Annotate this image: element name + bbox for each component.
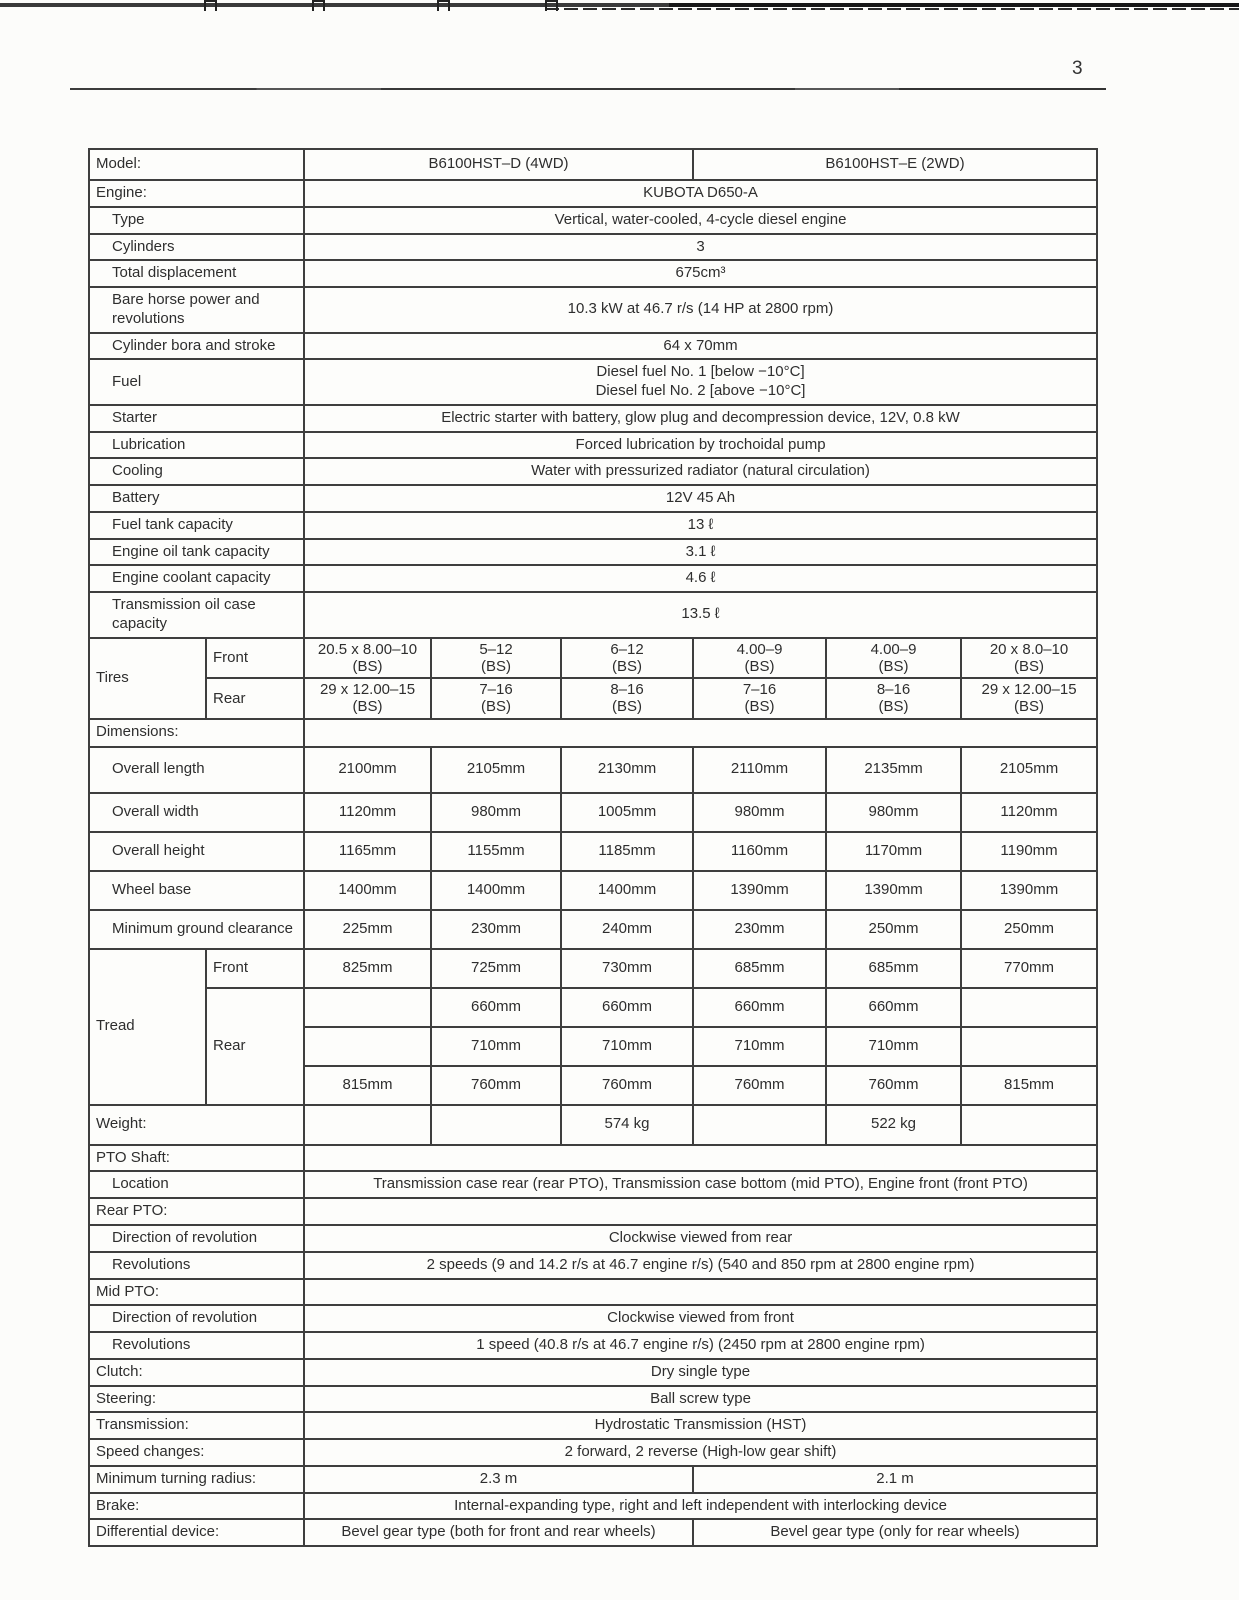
table-row: [89, 234, 1097, 261]
cell-value: 3.1 ℓ: [304, 539, 1097, 566]
row-label: Minimum ground clearance: [89, 910, 304, 949]
cell-value: 815mm: [961, 1066, 1097, 1105]
row-label: Rear PTO:: [89, 1198, 304, 1225]
table-row: [89, 260, 1097, 287]
cell-value: Bevel gear type (both for front and rear wheels): [304, 1519, 693, 1546]
row-label: Front: [206, 949, 304, 988]
scan-artifact-tick: [545, 0, 558, 11]
cell-value: 3: [304, 234, 1097, 261]
cell-value: 980mm: [431, 793, 561, 832]
cell-value: 1165mm: [304, 832, 431, 871]
table-row: [89, 1279, 1097, 1306]
row-label: Cooling: [89, 458, 304, 485]
cell-value: Electric starter with battery, glow plug and decompression device, 12V, 0.8 kW: [304, 405, 1097, 432]
table-row: [89, 458, 1097, 485]
cell-value: 660mm: [826, 988, 961, 1027]
table-row: [89, 678, 1097, 719]
cell-value: Transmission case rear (rear PTO), Transmission case bottom (mid PTO), Engine front (front PTO): [304, 1171, 1097, 1198]
table-row: [89, 1198, 1097, 1225]
cell-value: 1390mm: [826, 871, 961, 910]
cell-value: 1185mm: [561, 832, 693, 871]
row-label: Brake:: [89, 1493, 304, 1520]
row-label: Minimum turning radius:: [89, 1466, 304, 1493]
row-label: Engine oil tank capacity: [89, 539, 304, 566]
cell-value: 574 kg: [561, 1105, 693, 1145]
cell-value: 685mm: [826, 949, 961, 988]
row-label: Bare horse power and revolutions: [89, 287, 304, 333]
cell-value: Dry single type: [304, 1359, 1097, 1386]
row-label: Speed changes:: [89, 1439, 304, 1466]
row-label: Differential device:: [89, 1519, 304, 1546]
cell-value: [304, 719, 1097, 747]
cell-value: B6100HST–D (4WD): [304, 149, 693, 180]
row-label: Overall length: [89, 747, 304, 793]
spec-table: [88, 148, 1098, 1547]
cell-value: 20.5 x 8.00–10 (BS): [304, 638, 431, 679]
cell-value: B6100HST–E (2WD): [693, 149, 1097, 180]
table-row: [89, 1439, 1097, 1466]
cell-value: [304, 1105, 431, 1145]
cell-value: [961, 1105, 1097, 1145]
row-label: Starter: [89, 405, 304, 432]
table-row: [89, 719, 1097, 747]
row-label: Dimensions:: [89, 719, 304, 747]
cell-value: 2130mm: [561, 747, 693, 793]
table-row: [89, 592, 1097, 638]
row-label: Steering:: [89, 1386, 304, 1413]
row-label: Type: [89, 207, 304, 234]
row-label: Revolutions: [89, 1332, 304, 1359]
header-rule: [70, 88, 1106, 90]
cell-value: 725mm: [431, 949, 561, 988]
cell-value: Clockwise viewed from front: [304, 1305, 1097, 1332]
cell-value: 710mm: [561, 1027, 693, 1066]
row-label: Direction of revolution: [89, 1305, 304, 1332]
cell-value: 64 x 70mm: [304, 333, 1097, 360]
table-row: [89, 1145, 1097, 1172]
cell-value: KUBOTA D650-A: [304, 180, 1097, 207]
cell-value: 1005mm: [561, 793, 693, 832]
cell-value: 250mm: [826, 910, 961, 949]
cell-value: 29 x 12.00–15 (BS): [961, 678, 1097, 719]
cell-value: 225mm: [304, 910, 431, 949]
scan-artifact-fragment: [545, 8, 1239, 10]
table-row: [89, 1332, 1097, 1359]
cell-value: 2 speeds (9 and 14.2 r/s at 46.7 engine r/s) (540 and 850 rpm at 2800 engine rpm): [304, 1252, 1097, 1279]
table-row: [89, 988, 1097, 1027]
table-row: [89, 832, 1097, 871]
table-row: [89, 1412, 1097, 1439]
cell-value: 1155mm: [431, 832, 561, 871]
cell-value: 1400mm: [431, 871, 561, 910]
spec-table-body: [89, 149, 1097, 1546]
table-row: [89, 1386, 1097, 1413]
row-label: Front: [206, 638, 304, 679]
cell-value: 4.00–9 (BS): [693, 638, 826, 679]
table-row: [89, 747, 1097, 793]
row-label: Mid PTO:: [89, 1279, 304, 1306]
table-row: [89, 485, 1097, 512]
row-label: Total displacement: [89, 260, 304, 287]
row-label: Lubrication: [89, 432, 304, 459]
row-label: Fuel: [89, 359, 304, 405]
row-label: Tires: [89, 638, 206, 719]
cell-value: [304, 1279, 1097, 1306]
row-label: Overall width: [89, 793, 304, 832]
table-row: [89, 910, 1097, 949]
cell-value: 230mm: [431, 910, 561, 949]
cell-value: 240mm: [561, 910, 693, 949]
cell-value: Ball screw type: [304, 1386, 1097, 1413]
cell-value: 1390mm: [961, 871, 1097, 910]
row-label: Overall height: [89, 832, 304, 871]
cell-value: 2100mm: [304, 747, 431, 793]
table-row: [89, 1252, 1097, 1279]
cell-value: 2.1 m: [693, 1466, 1097, 1493]
cell-value: 10.3 kW at 46.7 r/s (14 HP at 2800 rpm): [304, 287, 1097, 333]
cell-value: Water with pressurized radiator (natural circulation): [304, 458, 1097, 485]
table-row: [89, 207, 1097, 234]
page-number: 3: [1072, 58, 1083, 79]
row-label: Direction of revolution: [89, 1225, 304, 1252]
row-label: Revolutions: [89, 1252, 304, 1279]
table-row: [89, 1305, 1097, 1332]
table-row: [89, 1493, 1097, 1520]
cell-value: 660mm: [693, 988, 826, 1027]
table-row: [89, 1519, 1097, 1546]
cell-value: 1 speed (40.8 r/s at 46.7 engine r/s) (2450 rpm at 2800 engine rpm): [304, 1332, 1097, 1359]
cell-value: Diesel fuel No. 1 [below −10°C] Diesel fuel No. 2 [above −10°C]: [304, 359, 1097, 405]
cell-value: Internal-expanding type, right and left independent with interlocking device: [304, 1493, 1097, 1520]
cell-value: 980mm: [826, 793, 961, 832]
cell-value: 815mm: [304, 1066, 431, 1105]
cell-value: 8–16 (BS): [826, 678, 961, 719]
table-row: [89, 565, 1097, 592]
cell-value: 1400mm: [304, 871, 431, 910]
cell-value: 5–12 (BS): [431, 638, 561, 679]
cell-value: 13.5 ℓ: [304, 592, 1097, 638]
scan-artifact-tick: [204, 0, 217, 11]
row-label: Engine coolant capacity: [89, 565, 304, 592]
cell-value: 660mm: [431, 988, 561, 1027]
table-row: [89, 1171, 1097, 1198]
table-row: [89, 1105, 1097, 1145]
cell-value: 760mm: [826, 1066, 961, 1105]
row-label: Weight:: [89, 1105, 304, 1145]
cell-value: [961, 1027, 1097, 1066]
table-row: [89, 180, 1097, 207]
cell-value: 760mm: [561, 1066, 693, 1105]
cell-value: Forced lubrication by trochoidal pump: [304, 432, 1097, 459]
cell-value: 12V 45 Ah: [304, 485, 1097, 512]
cell-value: 1170mm: [826, 832, 961, 871]
cell-value: 7–16 (BS): [693, 678, 826, 719]
row-label: Transmission:: [89, 1412, 304, 1439]
table-row: [89, 333, 1097, 360]
cell-value: 250mm: [961, 910, 1097, 949]
cell-value: 2135mm: [826, 747, 961, 793]
cell-value: 710mm: [431, 1027, 561, 1066]
table-row: [89, 638, 1097, 679]
cell-value: 1400mm: [561, 871, 693, 910]
scan-artifact-tick: [437, 0, 450, 11]
table-row: [89, 359, 1097, 405]
cell-value: Clockwise viewed from rear: [304, 1225, 1097, 1252]
cell-value: 13 ℓ: [304, 512, 1097, 539]
cell-value: 760mm: [693, 1066, 826, 1105]
cell-value: Bevel gear type (only for rear wheels): [693, 1519, 1097, 1546]
cell-value: Vertical, water-cooled, 4-cycle diesel engine: [304, 207, 1097, 234]
table-row: [89, 1225, 1097, 1252]
cell-value: [304, 988, 431, 1027]
row-label: Model:: [89, 149, 304, 180]
cell-value: 29 x 12.00–15 (BS): [304, 678, 431, 719]
cell-value: 230mm: [693, 910, 826, 949]
table-row: [89, 949, 1097, 988]
cell-value: 6–12 (BS): [561, 638, 693, 679]
cell-value: [304, 1145, 1097, 1172]
cell-value: 2.3 m: [304, 1466, 693, 1493]
row-label: Battery: [89, 485, 304, 512]
cell-value: 1190mm: [961, 832, 1097, 871]
row-label: Wheel base: [89, 871, 304, 910]
table-row: [89, 149, 1097, 180]
cell-value: Hydrostatic Transmission (HST): [304, 1412, 1097, 1439]
scan-artifact-tick: [312, 0, 325, 11]
cell-value: 980mm: [693, 793, 826, 832]
row-label: Engine:: [89, 180, 304, 207]
cell-value: 770mm: [961, 949, 1097, 988]
cell-value: [304, 1198, 1097, 1225]
cell-value: 730mm: [561, 949, 693, 988]
row-label: Rear: [206, 988, 304, 1105]
table-row: [89, 539, 1097, 566]
cell-value: [693, 1105, 826, 1145]
table-row: [89, 793, 1097, 832]
cell-value: 522 kg: [826, 1105, 961, 1145]
cell-value: 7–16 (BS): [431, 678, 561, 719]
cell-value: 4.6 ℓ: [304, 565, 1097, 592]
table-row: [89, 405, 1097, 432]
cell-value: 2 forward, 2 reverse (High-low gear shift): [304, 1439, 1097, 1466]
cell-value: [961, 988, 1097, 1027]
cell-value: 760mm: [431, 1066, 561, 1105]
cell-value: 710mm: [826, 1027, 961, 1066]
table-row: [89, 1466, 1097, 1493]
table-row: [89, 512, 1097, 539]
row-label: Rear: [206, 678, 304, 719]
row-label: Cylinders: [89, 234, 304, 261]
cell-value: 825mm: [304, 949, 431, 988]
cell-value: 660mm: [561, 988, 693, 1027]
row-label: Clutch:: [89, 1359, 304, 1386]
row-label: PTO Shaft:: [89, 1145, 304, 1172]
cell-value: [304, 1027, 431, 1066]
row-label: Location: [89, 1171, 304, 1198]
table-row: [89, 287, 1097, 333]
cell-value: 1120mm: [304, 793, 431, 832]
cell-value: 2105mm: [961, 747, 1097, 793]
table-row: [89, 432, 1097, 459]
cell-value: 1390mm: [693, 871, 826, 910]
cell-value: 20 x 8.0–10 (BS): [961, 638, 1097, 679]
cell-value: 4.00–9 (BS): [826, 638, 961, 679]
row-label: Transmission oil case capacity: [89, 592, 304, 638]
scan-artifact-top-line: [0, 3, 1239, 7]
cell-value: 685mm: [693, 949, 826, 988]
cell-value: 8–16 (BS): [561, 678, 693, 719]
table-row: [89, 1359, 1097, 1386]
cell-value: 1120mm: [961, 793, 1097, 832]
cell-value: 710mm: [693, 1027, 826, 1066]
cell-value: 2105mm: [431, 747, 561, 793]
row-label: Cylinder bora and stroke: [89, 333, 304, 360]
cell-value: 2110mm: [693, 747, 826, 793]
table-row: [89, 871, 1097, 910]
cell-value: 675cm³: [304, 260, 1097, 287]
row-label: Fuel tank capacity: [89, 512, 304, 539]
cell-value: 1160mm: [693, 832, 826, 871]
row-label: Tread: [89, 949, 206, 1105]
cell-value: [431, 1105, 561, 1145]
